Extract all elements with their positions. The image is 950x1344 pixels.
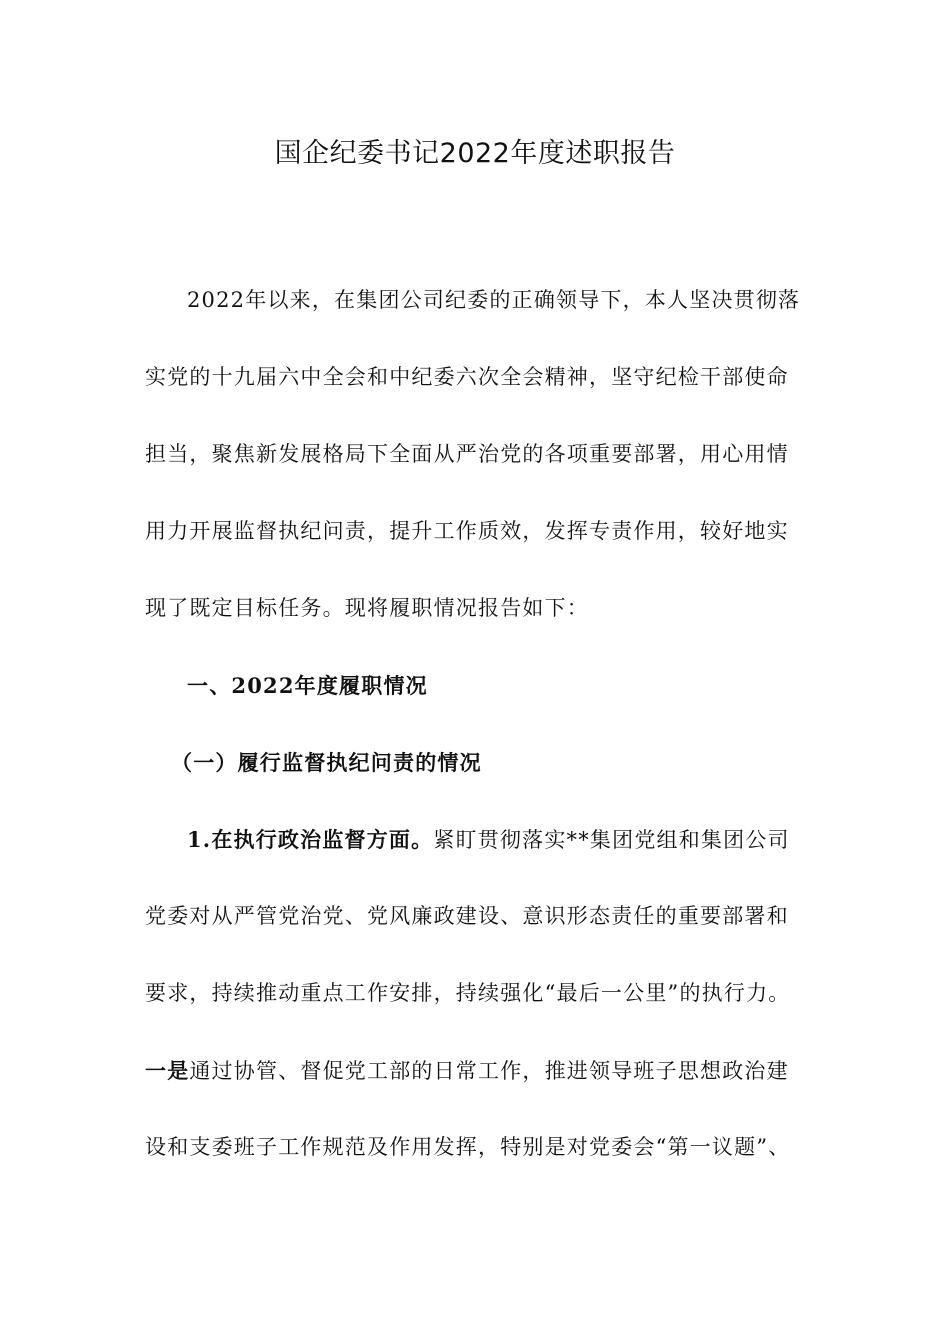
intro-paragraph-line: 2022年以来，在集团公司纪委的正确领导下，本人坚决贯彻落 bbox=[187, 288, 801, 312]
document-title: 国企纪委书记2022年度述职报告 bbox=[274, 138, 676, 169]
intro-paragraph-line: 用力开展监督执纪问责，提升工作质效，发挥专责作用，较好地实 bbox=[145, 519, 789, 543]
point-one-marker: 一是 bbox=[145, 1058, 190, 1083]
section1-paragraph-line bbox=[145, 1052, 810, 1089]
intro-paragraph-line: 现了既定目标任务。现将履职情况报告如下： bbox=[145, 596, 589, 620]
intro-paragraph-line: 担当，聚焦新发展格局下全面从严治党的各项重要部署，用心用情 bbox=[145, 442, 789, 466]
document-body bbox=[145, 282, 810, 1206]
section1-line1-text: 紧盯贯彻落实**集团党组和集团公司 bbox=[433, 828, 790, 852]
section1-paragraph-line: 党委对从严管党治党、党风廉政建设、意识形态责任的重要部署和 bbox=[145, 904, 789, 928]
section1-paragraph-line: 要求，持续推动重点工作安排，持续强化“最后一公里”的执行力。 bbox=[145, 981, 791, 1005]
section1-paragraph-line: 设和支委班子工作规范及作用发挥，特别是对党委会“第一议题”、 bbox=[145, 1135, 791, 1159]
section-heading-level2: （一）履行监督执纪问责的情况 bbox=[171, 750, 482, 775]
section-heading-level1: 一、2022年度履职情况 bbox=[187, 673, 428, 698]
intro-paragraph-line: 实党的十九届六中全会和中纪委六次全会精神，坚守纪检干部使命 bbox=[145, 365, 789, 389]
section1-line4-text: 通过协管、督促党工部的日常工作，推进领导班子思想政治建 bbox=[189, 1059, 789, 1083]
section1-bold-lead: 1.在执行政治监督方面。 bbox=[187, 827, 434, 852]
section1-paragraph-line bbox=[145, 821, 810, 858]
